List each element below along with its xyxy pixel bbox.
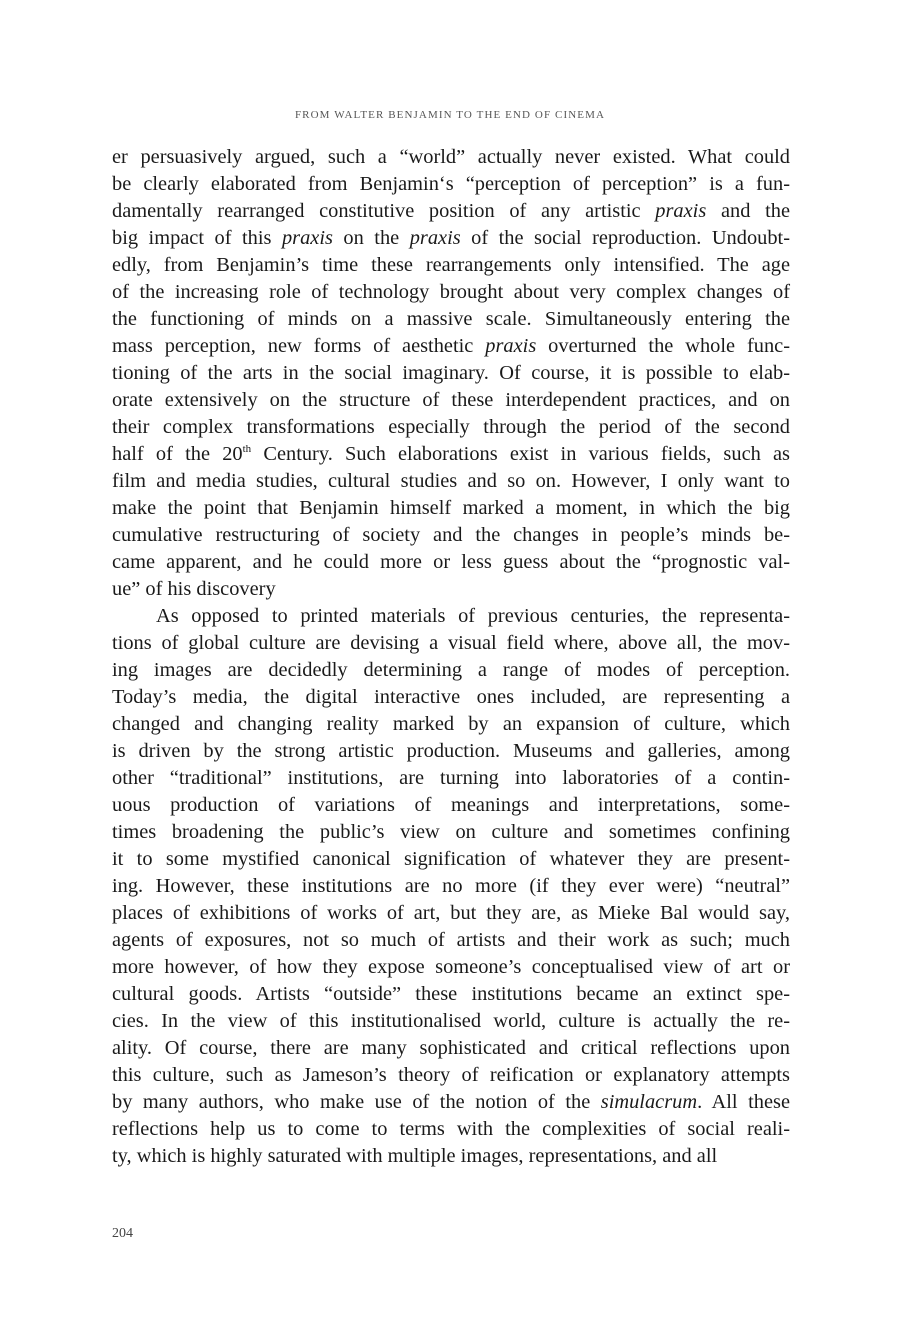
text-line: ty, which is highly saturated with multiple images, representations, and all [112, 1145, 718, 1167]
text-line: cumulative restructuring of society and the changes in people’s minds be- [112, 524, 790, 546]
text-line: by many authors, who make use of the notion of the simulacrum. All these [112, 1091, 791, 1113]
text-line: it to some mystified canonical signification of whatever they are present- [112, 848, 790, 870]
text-line: the functioning of minds on a massive scale. Simultaneously entering the [112, 308, 790, 330]
paragraph-1 [112, 144, 790, 603]
text-line: big impact of this praxis on the praxis of the social reproduction. Undoubt- [112, 227, 790, 249]
text-line: ality. Of course, there are many sophisticated and critical reflections upon [112, 1037, 790, 1059]
text-line: orate extensively on the structure of these interdependent practices, and on [112, 389, 790, 411]
text-line: damentally rearranged constitutive position of any artistic praxis and the [112, 200, 790, 222]
text-line: of the increasing role of technology brought about very complex changes of [112, 281, 790, 303]
text-line: er persuasively argued, such a “world” actually never existed. What could [112, 146, 790, 168]
text-line: cultural goods. Artists “outside” these institutions became an extinct spe- [112, 983, 790, 1005]
text-line: uous production of variations of meanings and interpretations, some- [112, 794, 790, 816]
text-line: their complex transformations especially through the period of the second [112, 416, 790, 438]
text-line: reflections help us to come to terms with the complexities of social reali- [112, 1118, 790, 1140]
text-line: cies. In the view of this institutionalised world, culture is actually the re- [112, 1010, 790, 1032]
text-line: places of exhibitions of works of art, but they are, as Mieke Bal would say, [112, 902, 790, 924]
text-line: Today’s media, the digital interactive ones included, are representing a [112, 686, 790, 708]
page-number: 204 [112, 1226, 133, 1241]
text-line: ing images are decidedly determining a range of modes of perception. [112, 659, 790, 681]
text-line: times broadening the public’s view on culture and sometimes confining [112, 821, 790, 843]
text-line: agents of exposures, not so much of artists and their work as such; much [112, 929, 790, 951]
paragraph-2 [112, 603, 790, 1170]
text-line: other “traditional” institutions, are turning into laboratories of a contin- [112, 767, 790, 789]
body-text [112, 144, 790, 1170]
text-line: half of the 20th Century. Such elaborations exist in various fields, such as [112, 443, 790, 465]
text-line: film and media studies, cultural studies and so on. However, I only want to [112, 470, 790, 492]
text-line: came apparent, and he could more or less guess about the “prognostic val- [112, 551, 790, 573]
text-line: ing. However, these institutions are no more (if they ever were) “neutral” [112, 875, 790, 897]
text-line: tions of global culture are devising a visual field where, above all, the mov- [112, 632, 790, 654]
text-line: is driven by the strong artistic production. Museums and galleries, among [112, 740, 790, 762]
text-line: changed and changing reality marked by an expansion of culture, which [112, 713, 790, 735]
running-head: FROM WALTER BENJAMIN TO THE END OF CINEMA [294, 109, 606, 121]
text-line: be clearly elaborated from Benjamin‘s “perception of perception” is a fun- [112, 173, 790, 195]
text-line: more however, of how they expose someone’s conceptualised view of art or [112, 956, 790, 978]
text-line: mass perception, new forms of aesthetic praxis overturned the whole func- [112, 335, 791, 357]
text-line: tioning of the arts in the social imaginary. Of course, it is possible to elab- [112, 362, 790, 384]
text-line: this culture, such as Jameson’s theory of reification or explanatory attempts [112, 1064, 790, 1086]
text-line: edly, from Benjamin’s time these rearrangements only intensified. The age [112, 254, 790, 276]
text-line: ue” of his discovery [112, 578, 276, 600]
text-line: As opposed to printed materials of previous centuries, the representa- [156, 605, 790, 627]
text-line: make the point that Benjamin himself marked a moment, in which the big [112, 497, 790, 519]
